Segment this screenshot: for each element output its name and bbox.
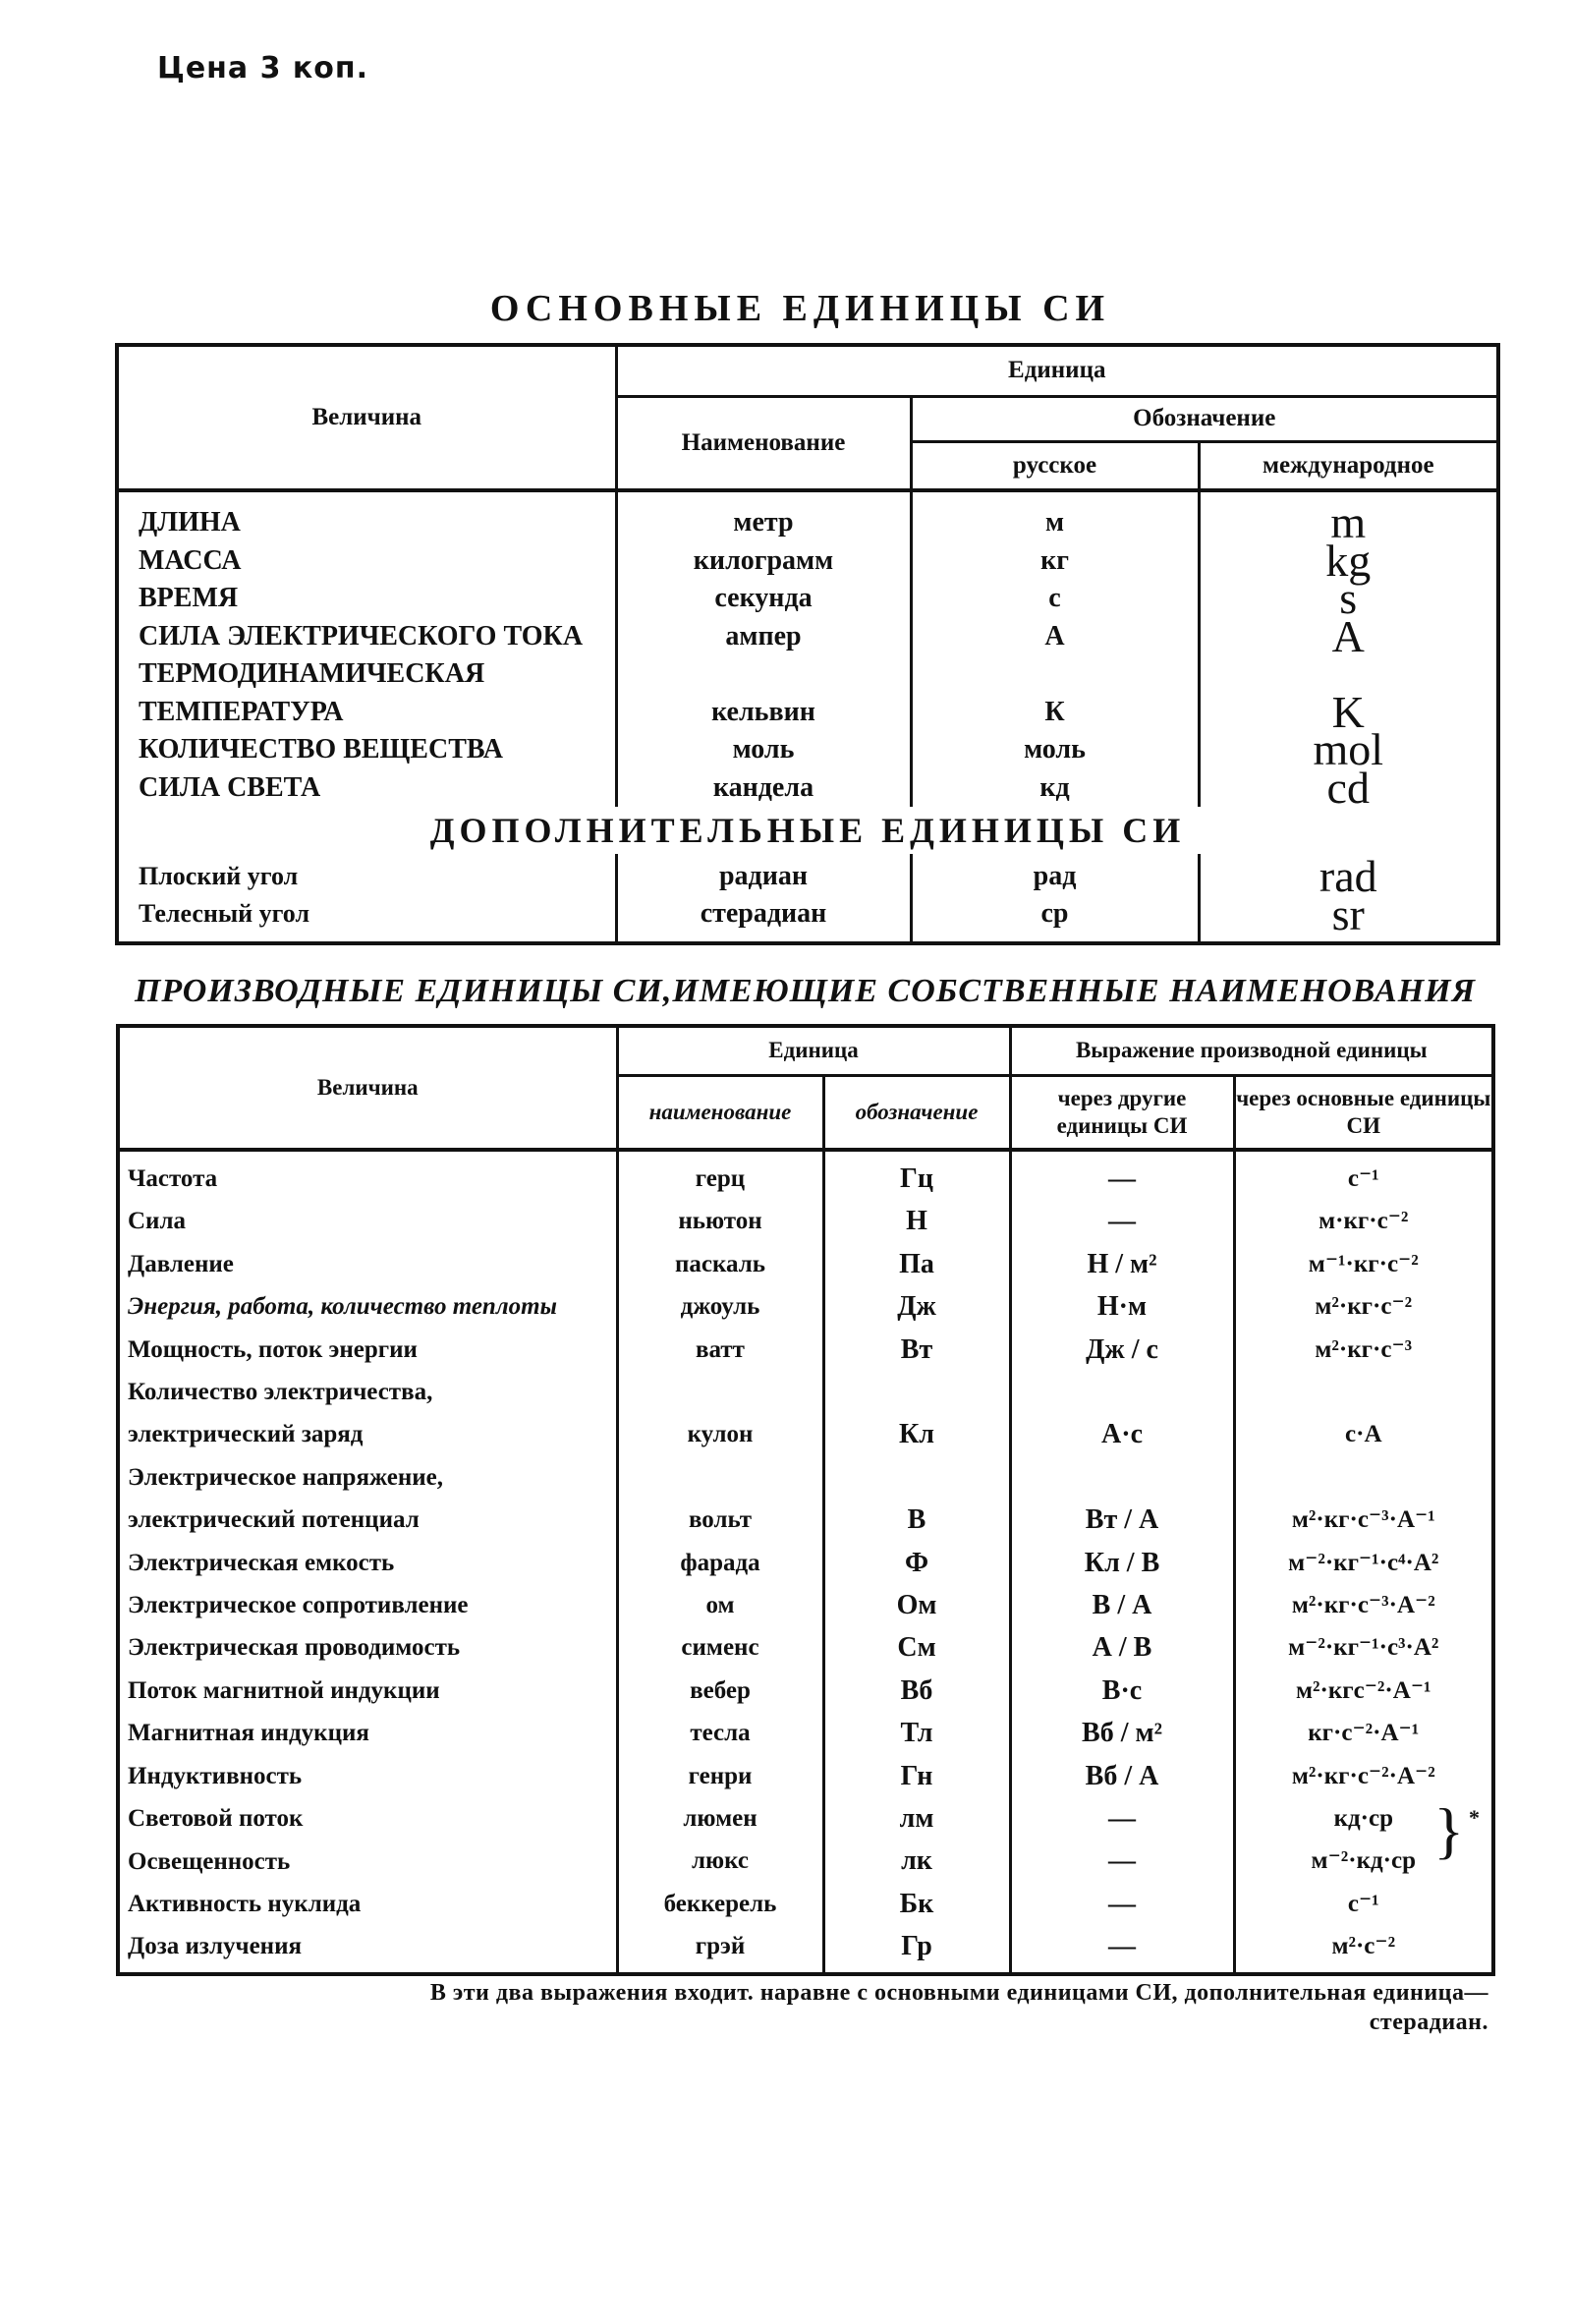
via-base-column xyxy=(1234,1150,1493,1974)
name-cell: радиан xyxy=(718,861,808,891)
via-other-cell: Н·м xyxy=(1096,1291,1148,1323)
russian-symbol-cell: рад xyxy=(1033,861,1077,891)
header-quantity: Величина xyxy=(118,1026,617,1150)
via-other-cell: Н / м² xyxy=(1087,1248,1157,1279)
russian-symbol-cell: кг xyxy=(1040,544,1069,576)
base-units-table xyxy=(115,343,1500,945)
footnote-marker: * xyxy=(1469,1805,1481,1830)
header-via-other-units: через другие единицы СИ xyxy=(1010,1075,1234,1150)
header-international: международное xyxy=(1199,441,1498,490)
quantity-cell: СИЛА ЭЛЕКТРИЧЕСКОГО ТОКА xyxy=(139,620,584,652)
name-cell: вольт xyxy=(688,1506,753,1534)
quantity-cell: ВРЕМЯ xyxy=(139,583,239,613)
name-cell: ампер xyxy=(725,620,802,652)
symbol-cell: Па xyxy=(899,1248,934,1279)
footnote: В эти два выражения входит. наравне с основными единицами СИ, дополнительная единица—стерадиан. xyxy=(429,1980,1488,2035)
via-other-cell: А·с xyxy=(1101,1419,1144,1450)
via-other-column xyxy=(1010,1150,1234,1974)
symbol-cell: Ом xyxy=(896,1590,937,1621)
international-symbol-cell: K xyxy=(1331,686,1365,737)
derived-units-title: ПРОИЗВОДНЫЕ ЕДИНИЦЫ СИ,ИМЕЮЩИЕ СОБСТВЕННЫЕ НАИМЕНОВАНИЯ xyxy=(134,973,1477,1009)
name-cell: фарада xyxy=(680,1549,760,1576)
via-base-cell: м⁻²·кг⁻¹·с⁴·А² xyxy=(1288,1549,1439,1576)
quantity-cell: Световой поток xyxy=(128,1805,304,1833)
name-column xyxy=(617,1150,823,1974)
via-other-cell: А / В xyxy=(1092,1632,1152,1664)
header-designation: Обозначение xyxy=(911,396,1498,441)
name-cell: ватт xyxy=(696,1335,745,1363)
header-quantity: Величина xyxy=(117,345,616,490)
name-cell: стерадиан xyxy=(700,898,827,929)
supplementary-units-title: ДОПОЛНИТЕЛЬНЫЕ ЕДИНИЦЫ СИ xyxy=(429,811,1186,850)
right-brace-icon: } xyxy=(1433,1795,1465,1865)
header-name: наименование xyxy=(617,1075,823,1150)
international-symbol-column xyxy=(1199,490,1498,813)
quantity-cell: МАССА xyxy=(139,544,242,576)
symbol-cell: Ф xyxy=(904,1547,929,1578)
quantity-cell: ТЕРМОДИНАМИЧЕСКАЯ xyxy=(139,658,485,689)
supplementary-international-column xyxy=(1199,851,1498,943)
russian-symbol-cell: с xyxy=(1048,583,1061,613)
russian-symbol-cell: ср xyxy=(1040,898,1069,929)
quantity-cell: электрический потенциал xyxy=(128,1506,420,1534)
via-other-cell: В / А xyxy=(1092,1590,1152,1621)
international-symbol-cell: A xyxy=(1331,610,1365,661)
via-base-cell: м⁻²·кд·ср xyxy=(1311,1847,1416,1875)
symbol-cell: лк xyxy=(901,1845,932,1877)
international-symbol-cell: kg xyxy=(1325,535,1372,586)
symbol-cell: Гр xyxy=(901,1931,932,1962)
via-base-cell: м·кг·с⁻² xyxy=(1319,1208,1409,1235)
quantity-cell: Количество электричества, xyxy=(128,1379,433,1406)
name-cell: вебер xyxy=(690,1676,751,1704)
symbol-cell: Тл xyxy=(900,1718,933,1749)
base-units-title: ОСНОВНЫЕ ЕДИНИЦЫ СИ xyxy=(489,288,1111,329)
via-other-cell: — xyxy=(1108,1803,1137,1835)
russian-symbol-cell xyxy=(913,655,1198,694)
symbol-cell: Н xyxy=(906,1206,927,1237)
russian-symbol-cell: К xyxy=(1044,696,1065,727)
name-cell: беккерель xyxy=(663,1890,777,1917)
via-other-cell: — xyxy=(1108,1888,1137,1919)
russian-symbol-cell: моль xyxy=(1024,734,1086,765)
russian-symbol-cell: кд xyxy=(1039,771,1070,803)
quantity-cell: ТЕМПЕРАТУРА xyxy=(139,696,344,727)
via-other-cell: Кл / В xyxy=(1084,1547,1160,1578)
name-cell: кулон xyxy=(687,1421,754,1448)
via-base-cell: м²·кгс⁻²·А⁻¹ xyxy=(1296,1676,1431,1704)
name-cell: ом xyxy=(705,1592,735,1619)
quantity-cell: Сила xyxy=(128,1208,186,1235)
name-cell: джоуль xyxy=(680,1293,760,1321)
quantity-cell: Доза излучения xyxy=(128,1933,303,1960)
header-unit: Единица xyxy=(617,1026,1010,1075)
quantity-column xyxy=(117,490,616,807)
quantity-cell: Мощность, поток энергии xyxy=(128,1335,418,1363)
symbol-cell: Дж xyxy=(897,1291,936,1323)
derived-units-table xyxy=(116,1024,1495,1976)
via-base-cell: м²·кг·с⁻² xyxy=(1315,1293,1413,1321)
via-other-cell xyxy=(1012,1371,1233,1413)
name-cell: люкс xyxy=(691,1847,749,1875)
quantity-cell: СИЛА СВЕТА xyxy=(139,771,321,803)
price-label: Цена 3 коп. xyxy=(157,51,369,85)
quantity-cell: Поток магнитной индукции xyxy=(128,1676,440,1704)
via-base-cell xyxy=(1236,1456,1492,1499)
symbol-cell: Вб xyxy=(900,1674,933,1706)
via-base-cell: м²·кг·с⁻³·А⁻¹ xyxy=(1291,1506,1435,1534)
name-cell: метр xyxy=(733,507,794,538)
quantity-cell: Электрическое сопротивление xyxy=(128,1592,469,1619)
symbol-cell: См xyxy=(897,1632,936,1664)
symbol-cell: Бк xyxy=(899,1888,934,1919)
name-cell: килограмм xyxy=(693,544,834,576)
via-other-cell: — xyxy=(1108,1845,1137,1877)
name-cell: генри xyxy=(688,1762,753,1789)
name-cell: герц xyxy=(695,1165,746,1192)
via-base-cell: м⁻¹·кг·с⁻² xyxy=(1308,1250,1419,1277)
symbol-cell: лм xyxy=(899,1803,934,1835)
via-other-cell: — xyxy=(1108,1206,1137,1237)
symbol-cell: Гц xyxy=(900,1163,933,1194)
quantity-cell: ДЛИНА xyxy=(139,507,241,538)
via-base-cell: м²·кг·с⁻²·А⁻² xyxy=(1291,1762,1435,1789)
name-cell xyxy=(619,1456,822,1499)
quantity-cell: Телесный угол xyxy=(139,899,310,928)
header-unit: Единица xyxy=(616,345,1498,396)
via-base-cell: м⁻²·кг⁻¹·с³·А² xyxy=(1288,1634,1439,1662)
russian-symbol-cell: м xyxy=(1044,507,1065,538)
name-cell xyxy=(619,1371,822,1413)
quantity-cell: Электрическая емкость xyxy=(128,1549,395,1576)
via-other-cell: — xyxy=(1108,1163,1137,1194)
header-russian: русское xyxy=(911,441,1199,490)
quantity-cell: Активность нуклида xyxy=(128,1890,362,1917)
via-base-cell: с⁻¹ xyxy=(1347,1165,1379,1192)
quantity-column xyxy=(118,1150,617,1974)
quantity-cell: КОЛИЧЕСТВО ВЕЩЕСТВА xyxy=(139,734,504,765)
symbol-column xyxy=(823,1150,1010,1974)
quantity-cell: электрический заряд xyxy=(128,1421,364,1448)
name-cell: кельвин xyxy=(711,696,815,727)
via-base-cell: м²·кг·с⁻³ xyxy=(1315,1335,1413,1363)
name-cell xyxy=(618,655,910,694)
symbol-cell: Вт xyxy=(900,1333,933,1365)
international-symbol-cell: cd xyxy=(1326,762,1370,813)
name-cell: тесла xyxy=(690,1720,751,1747)
quantity-cell: Частота xyxy=(128,1165,218,1192)
header-via-base-units: через основные единицы СИ xyxy=(1234,1075,1493,1150)
symbol-cell: Кл xyxy=(899,1419,935,1450)
via-base-cell: м²·с⁻² xyxy=(1331,1933,1396,1960)
name-cell: моль xyxy=(732,734,795,765)
international-symbol-cell: s xyxy=(1339,573,1358,623)
quantity-cell: Электрическое напряжение, xyxy=(128,1463,444,1491)
header-designation: обозначение xyxy=(823,1075,1010,1150)
supplementary-quantity-column xyxy=(117,854,616,943)
name-cell: грэй xyxy=(695,1933,746,1960)
symbol-cell: Гн xyxy=(900,1760,933,1791)
via-base-cell: с·А xyxy=(1345,1421,1382,1448)
quantity-cell: Энергия, работа, количество теплоты xyxy=(128,1293,557,1321)
header-expression: Выражение производной единицы xyxy=(1010,1026,1493,1075)
via-base-cell: кг·с⁻²·А⁻¹ xyxy=(1308,1720,1420,1747)
symbol-cell xyxy=(825,1456,1009,1499)
name-cell: кандела xyxy=(712,771,814,803)
international-symbol-cell: mol xyxy=(1313,724,1384,774)
header-name: Наименование xyxy=(616,396,911,490)
via-base-cell: с⁻¹ xyxy=(1347,1890,1379,1917)
name-cell: ньютон xyxy=(678,1208,762,1235)
symbol-cell: В xyxy=(907,1504,926,1536)
supplementary-name-column xyxy=(616,854,911,943)
russian-symbol-column xyxy=(911,490,1199,807)
via-base-cell xyxy=(1236,1371,1492,1413)
via-other-cell: В·с xyxy=(1101,1674,1143,1706)
name-cell: люмен xyxy=(683,1805,757,1833)
quantity-cell: Магнитная индукция xyxy=(128,1720,369,1747)
via-other-cell: Вб / м² xyxy=(1082,1718,1162,1749)
name-cell: секунда xyxy=(714,583,813,613)
via-other-cell: Дж / с xyxy=(1086,1333,1158,1365)
international-symbol-cell: m xyxy=(1330,497,1367,547)
quantity-cell: Освещенность xyxy=(128,1847,291,1875)
via-other-cell: — xyxy=(1108,1931,1137,1962)
via-other-cell: Вб / А xyxy=(1085,1760,1159,1791)
quantity-cell: Электрическая проводимость xyxy=(128,1634,461,1662)
supplementary-russian-column xyxy=(911,854,1199,943)
name-column xyxy=(616,490,911,807)
quantity-cell: Плоский угол xyxy=(139,862,299,890)
via-base-cell: м²·кг·с⁻³·А⁻² xyxy=(1291,1592,1435,1619)
symbol-cell xyxy=(825,1371,1009,1413)
international-symbol-cell: rad xyxy=(1319,851,1377,901)
name-cell: паскаль xyxy=(675,1250,765,1277)
via-base-cell: кд·ср xyxy=(1333,1805,1393,1833)
russian-symbol-cell: А xyxy=(1044,620,1065,652)
international-symbol-cell: sr xyxy=(1331,888,1365,939)
quantity-cell: Давление xyxy=(128,1250,234,1277)
via-other-cell xyxy=(1012,1456,1233,1499)
quantity-cell: Индуктивность xyxy=(128,1762,303,1789)
via-other-cell: Вт / А xyxy=(1085,1504,1159,1536)
name-cell: сименс xyxy=(681,1634,759,1662)
